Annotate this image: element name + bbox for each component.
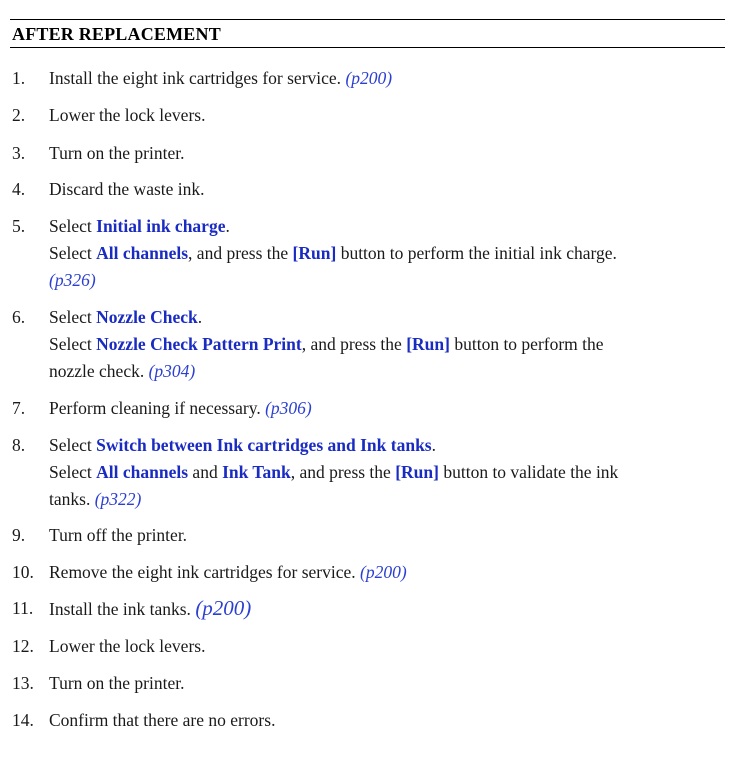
step-text-segment: Install the ink tanks. <box>49 599 196 619</box>
step-text-segment: , and press the <box>301 334 407 354</box>
step-line <box>49 522 725 549</box>
step-line <box>49 707 725 734</box>
step-line <box>49 595 725 623</box>
step-line <box>49 395 725 422</box>
step-number: 9. <box>12 525 26 545</box>
step-text <box>49 395 725 422</box>
menu-option-label: [Run] <box>292 243 337 263</box>
step-text-segment: tanks. <box>49 489 95 509</box>
step-text-segment: Select <box>49 216 97 236</box>
step-text-segment: Select <box>49 435 97 455</box>
menu-option-label: Initial ink charge <box>96 216 226 236</box>
step-number: 2. <box>12 105 26 125</box>
step-line <box>49 670 725 697</box>
step-text <box>49 633 725 660</box>
step-text <box>49 140 725 167</box>
step-line <box>49 65 725 92</box>
step-line <box>49 633 725 660</box>
section-header <box>10 19 725 48</box>
step-text-segment: Select <box>49 307 97 327</box>
step-line <box>49 213 725 240</box>
step-text <box>49 432 725 513</box>
step-number: 4. <box>12 179 26 199</box>
step-number: 12. <box>12 636 34 656</box>
step-text-segment: button to validate the ink <box>438 462 619 482</box>
section-title: AFTER REPLACEMENT <box>12 24 221 44</box>
step-text-segment: . <box>431 435 436 455</box>
step-line <box>49 140 725 167</box>
menu-option-label: Nozzle Check Pattern Print <box>96 334 302 354</box>
step-text-segment: button to perform the <box>449 334 604 354</box>
step-text <box>49 213 725 294</box>
step-text-segment: Lower the lock levers. <box>49 636 206 656</box>
step-text <box>49 304 725 385</box>
step-text-segment: , and press the <box>290 462 396 482</box>
menu-option-label: Nozzle Check <box>96 307 198 327</box>
step-line <box>49 486 725 513</box>
step-text <box>49 65 725 92</box>
step-text-segment: Install the eight ink cartridges for service. <box>49 68 346 88</box>
step-number: 7. <box>12 398 26 418</box>
step-text-segment: , and press the <box>188 243 293 263</box>
menu-option-label: Switch between Ink cartridges and Ink tanks <box>96 435 432 455</box>
step-line <box>49 358 725 385</box>
step-number: 13. <box>12 673 34 693</box>
step-text-segment: Confirm that there are no errors. <box>49 710 276 730</box>
step-text <box>49 176 725 203</box>
menu-option-label: All channels <box>96 462 189 482</box>
page-reference-link[interactable]: (p200) <box>345 68 393 88</box>
step-text <box>49 522 725 549</box>
step-number: 1. <box>12 68 26 88</box>
step-line <box>49 459 725 486</box>
step-line <box>49 559 725 586</box>
page-reference-link[interactable]: (p304) <box>148 361 196 381</box>
step-number: 10. <box>12 562 34 582</box>
page-reference-link[interactable]: (p326) <box>49 270 96 290</box>
step-line <box>49 267 725 294</box>
step-text-segment: Select <box>49 334 97 354</box>
page-reference-link[interactable]: (p200) <box>360 562 407 582</box>
step-line <box>49 240 725 267</box>
step-text <box>49 707 725 734</box>
step-text-segment: . <box>225 216 230 236</box>
step-text-segment: button to perform the initial ink charge. <box>336 243 617 263</box>
step-text-segment: Select <box>49 462 97 482</box>
menu-option-label: [Run] <box>406 334 450 354</box>
step-text <box>49 559 725 586</box>
step-line <box>49 102 725 129</box>
menu-option-label: [Run] <box>395 462 439 482</box>
page-reference-link[interactable]: (p200) <box>195 596 252 620</box>
step-text <box>49 595 725 623</box>
page-reference-link[interactable]: (p322) <box>94 489 142 509</box>
step-number: 14. <box>12 710 34 730</box>
step-number: 5. <box>12 216 26 236</box>
step-line <box>49 176 725 203</box>
step-number: 3. <box>12 143 26 163</box>
step-text-segment: Select <box>49 243 97 263</box>
step-text-segment: Turn on the printer. <box>49 143 185 163</box>
step-text-segment: Lower the lock levers. <box>49 105 206 125</box>
step-number: 8. <box>12 435 26 455</box>
step-text-segment: Turn off the printer. <box>49 525 188 545</box>
step-text-segment: Turn on the printer. <box>49 673 185 693</box>
step-text <box>49 102 725 129</box>
page-reference-link[interactable]: (p306) <box>265 398 312 418</box>
step-text-segment: and <box>188 462 223 482</box>
menu-option-label: All channels <box>96 243 189 263</box>
menu-option-label: Ink Tank <box>222 462 291 482</box>
step-text-segment: Perform cleaning if necessary. <box>49 398 266 418</box>
step-number: 6. <box>12 307 26 327</box>
step-line <box>49 432 725 459</box>
step-text-segment: Remove the eight ink cartridges for service. <box>49 562 361 582</box>
step-line <box>49 304 725 331</box>
step-line <box>49 331 725 358</box>
step-number: 11. <box>12 598 34 618</box>
step-text-segment: . <box>197 307 203 327</box>
step-text-segment: nozzle check. <box>49 361 149 381</box>
step-text <box>49 670 725 697</box>
step-text-segment: Discard the waste ink. <box>49 179 205 199</box>
